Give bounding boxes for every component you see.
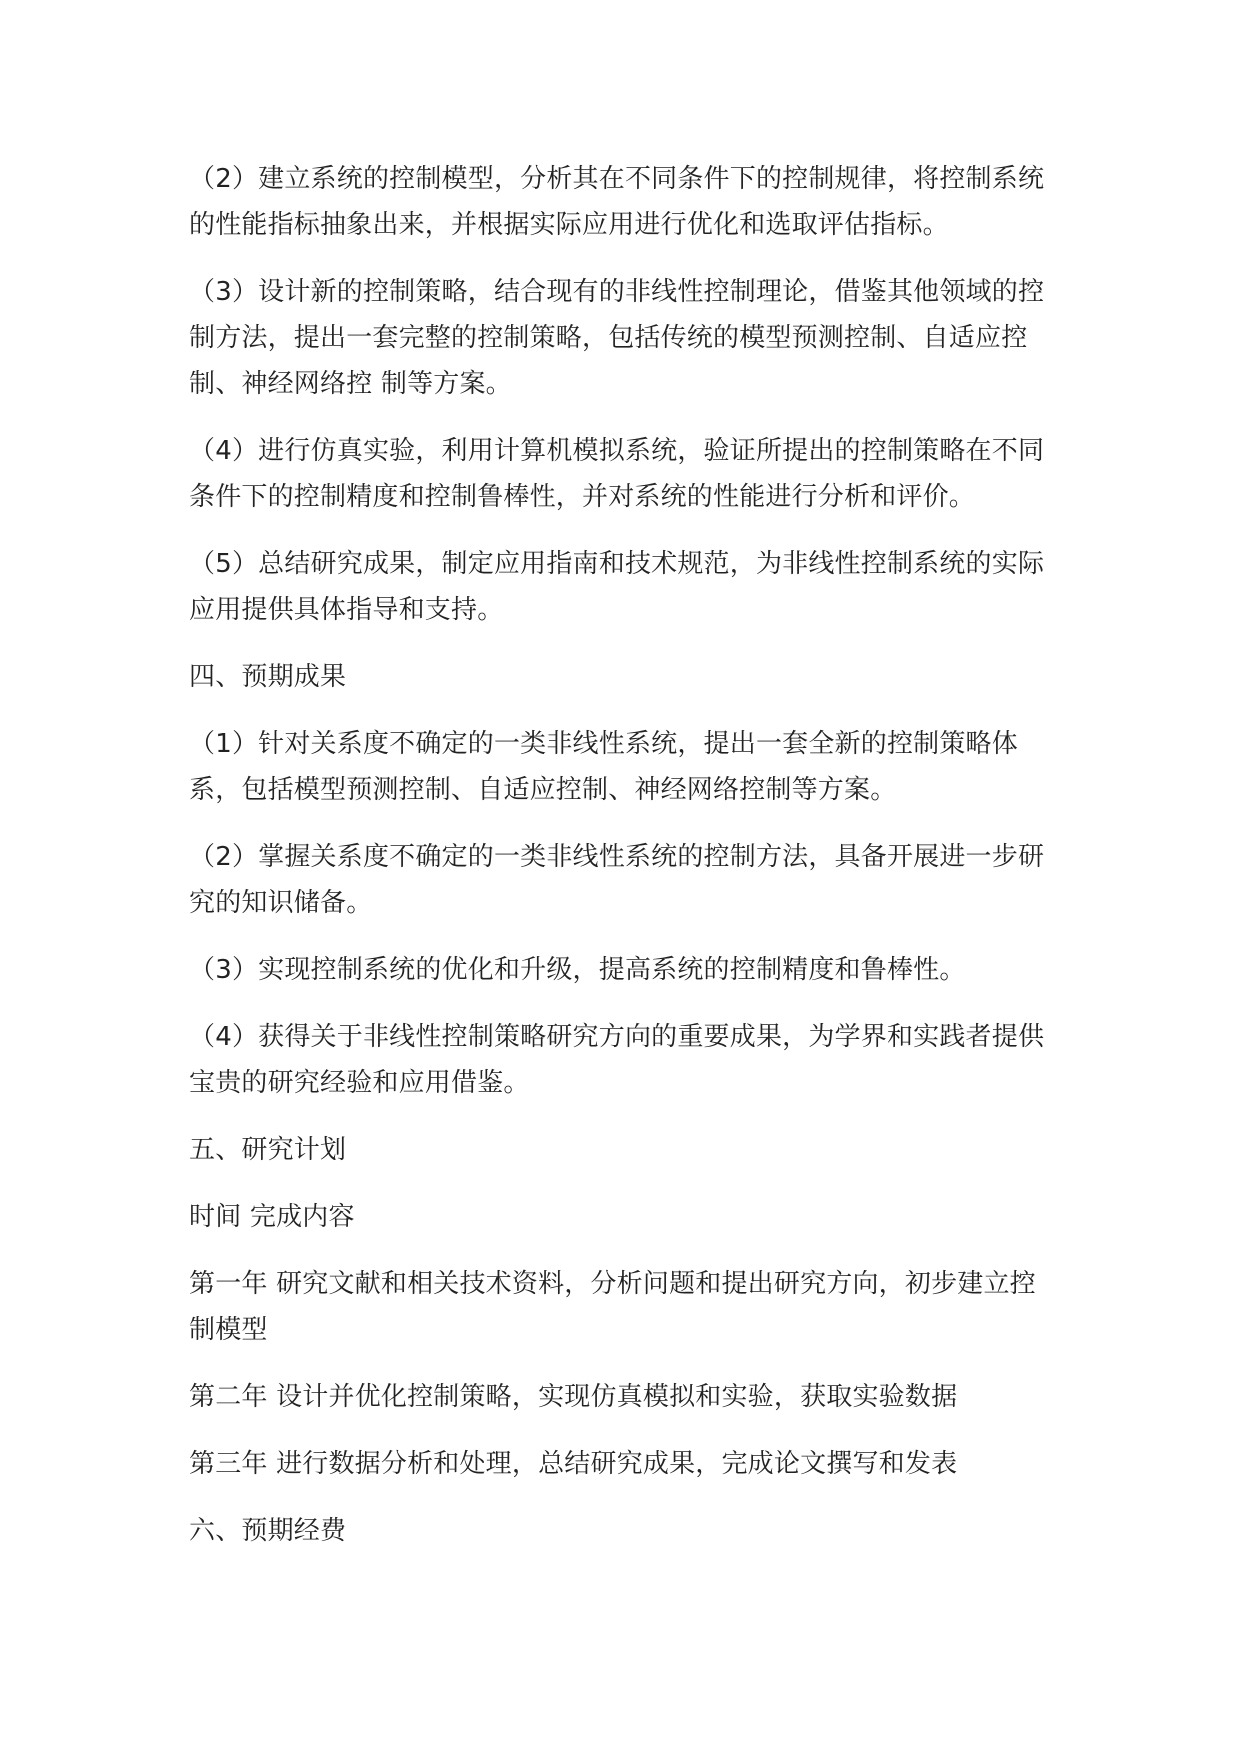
paragraph-item-2-model: （2）建立系统的控制模型，分析其在不同条件下的控制规律，将控制系统的性能指标抽象出来，并根据实际应用进行优化和选取评估指标。 (189, 164, 1045, 240)
plan-row-year-2: 第二年 设计并优化控制策略，实现仿真模拟和实验，获取实验数据 (189, 1382, 958, 1412)
paragraph-item-5-summary: （5）总结研究成果，制定应用指南和技术规范，为非线性控制系统的实际应用提供具体指导和支持。 (189, 549, 1045, 625)
paragraph-result-1: （1）针对关系度不确定的一类非线性系统，提出一套全新的控制策略体系，包括模型预测控制、自适应控制、神经网络控制等方案。 (189, 729, 1018, 805)
paragraph-item-4-simulation: （4）进行仿真实验，利用计算机模拟系统，验证所提出的控制策略在不同条件下的控制精度和控制鲁棒性，并对系统的性能进行分析和评价。 (189, 436, 1045, 512)
paragraph-item-3-strategy: （3）设计新的控制策略，结合现有的非线性控制理论，借鉴其他领域的控制方法，提出一套完整的控制策略，包括传统的模型预测控制、自适应控制、神经网络控 制等方案。 (189, 277, 1045, 399)
section-heading-research-plan: 五、研究计划 (189, 1135, 347, 1165)
section-heading-expected-budget: 六、预期经费 (189, 1516, 347, 1546)
paragraph-result-4: （4）获得关于非线性控制策略研究方向的重要成果，为学界和实践者提供宝贵的研究经验和应用借鉴。 (189, 1022, 1045, 1098)
plan-header-row: 时间 完成内容 (189, 1202, 355, 1232)
plan-row-year-3: 第三年 进行数据分析和处理，总结研究成果，完成论文撰写和发表 (189, 1449, 958, 1479)
plan-row-year-1: 第一年 研究文献和相关技术资料，分析问题和提出研究方向，初步建立控制模型 (189, 1269, 1036, 1345)
document-body (189, 156, 1059, 1575)
paragraph-result-3: （3）实现控制系统的优化和升级，提高系统的控制精度和鲁棒性。 (189, 955, 966, 985)
paragraph-result-2: （2）掌握关系度不确定的一类非线性系统的控制方法，具备开展进一步研究的知识储备。 (189, 842, 1045, 918)
section-heading-expected-results: 四、预期成果 (189, 662, 347, 692)
